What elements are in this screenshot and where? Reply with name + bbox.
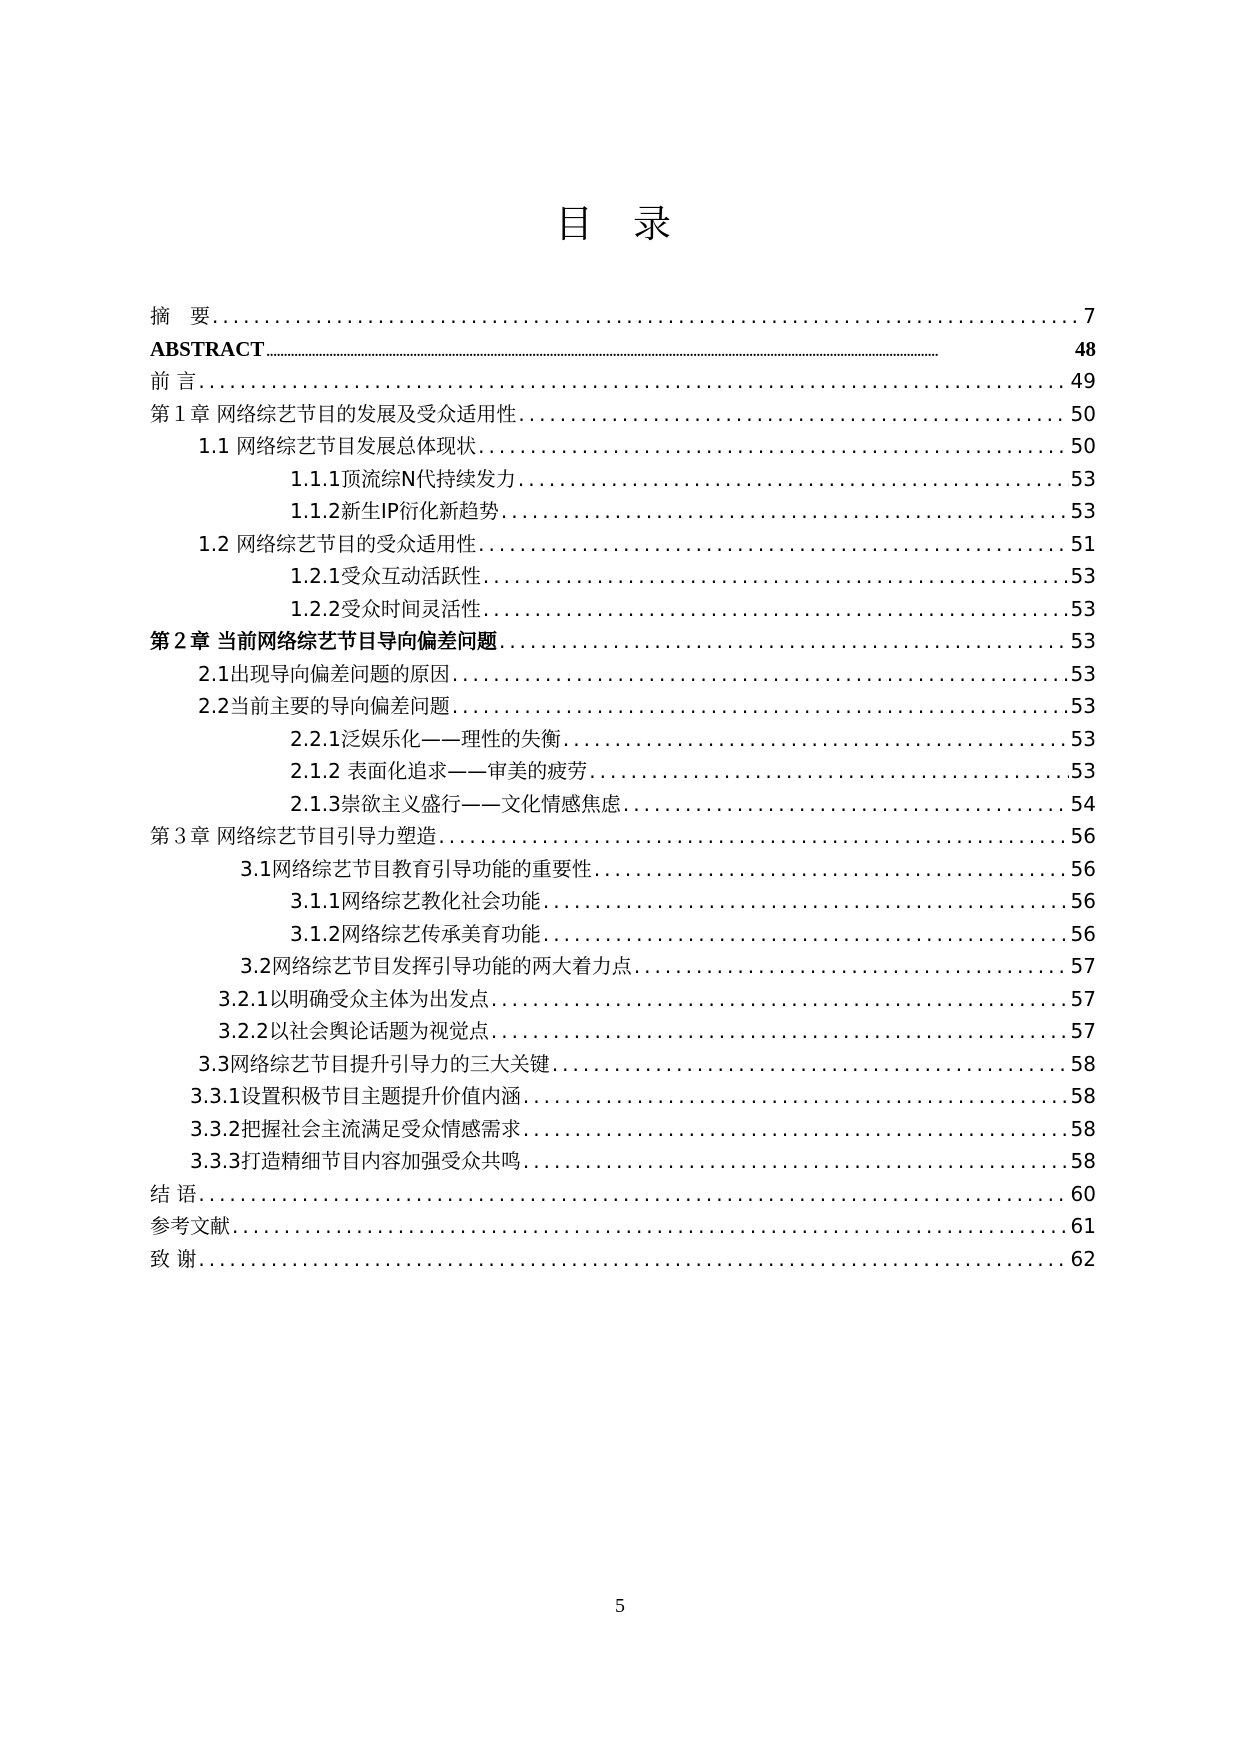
- toc-entry-page: 58: [1070, 1084, 1096, 1108]
- dot-leader: [478, 430, 1068, 463]
- toc-entry-page: 50: [1070, 434, 1096, 458]
- dot-leader: [552, 1048, 1069, 1081]
- toc-entry[interactable]: [150, 333, 1096, 366]
- toc-entry[interactable]: [150, 463, 1096, 496]
- toc-entry-label: 3.3.1设置积极节目主题提升价值内涵: [190, 1084, 521, 1108]
- toc-entry-label: 结 语: [150, 1181, 197, 1206]
- dot-leader: [543, 918, 1069, 951]
- toc-entry-label: 2.2.1泛娱乐化——理性的失衡: [290, 726, 561, 751]
- dot-leader: [634, 950, 1069, 983]
- toc-entry[interactable]: [150, 983, 1096, 1016]
- toc-entry-page: 58: [1070, 1116, 1096, 1141]
- toc-entry-label: 1.1.1顶流综N代持续发力: [290, 466, 516, 491]
- toc-entry[interactable]: [150, 658, 1096, 691]
- table-of-contents: [150, 300, 1096, 1275]
- dot-leader: [518, 463, 1069, 496]
- toc-entry-page: 53: [1070, 694, 1096, 718]
- toc-entry[interactable]: [150, 950, 1096, 983]
- dot-leader: [589, 755, 1068, 788]
- dot-leader: [452, 690, 1069, 723]
- toc-entry-page: 62: [1070, 1246, 1096, 1271]
- toc-entry-label: 第２章 当前网络综艺节目导向偏差问题: [150, 629, 497, 653]
- toc-entry-label: 3.2.2以社会舆论话题为视觉点: [218, 1019, 489, 1043]
- toc-entry-label: 3.1.2网络综艺传承美育功能: [290, 921, 541, 946]
- toc-entry[interactable]: [150, 1048, 1096, 1081]
- toc-entry-page: 53: [1070, 629, 1096, 653]
- toc-entry[interactable]: [150, 365, 1096, 398]
- toc-entry[interactable]: [150, 788, 1096, 821]
- toc-entry[interactable]: [150, 723, 1096, 756]
- page-title: 目 录: [554, 202, 686, 246]
- dot-leader: [623, 788, 1069, 821]
- toc-entry[interactable]: [150, 885, 1096, 918]
- toc-entry-label: 第３章 网络综艺节目引导力塑造: [150, 824, 437, 848]
- toc-entry-page: 57: [1070, 1019, 1096, 1043]
- dot-leader: [499, 625, 1069, 658]
- dot-leader: [198, 365, 1068, 398]
- toc-entry[interactable]: [150, 593, 1096, 626]
- toc-entry-label: 参考文献: [150, 1214, 230, 1238]
- toc-entry-page: 56: [1070, 921, 1096, 946]
- toc-entry[interactable]: [150, 560, 1096, 593]
- toc-entry[interactable]: [150, 755, 1096, 788]
- dot-leader: [491, 1015, 1069, 1048]
- dot-leader: [491, 983, 1069, 1016]
- toc-entry-label: 1.1 网络综艺节目发展总体现状: [198, 434, 477, 458]
- toc-entry[interactable]: [150, 853, 1096, 886]
- toc-entry-page: 57: [1070, 986, 1096, 1011]
- dot-leader: [501, 495, 1069, 528]
- toc-entry-label: 3.1.1网络综艺教化社会功能: [290, 889, 541, 913]
- toc-entry-label: ABSTRACT: [150, 336, 265, 361]
- dot-leader: [594, 853, 1069, 886]
- toc-entry-page: 58: [1070, 1051, 1096, 1076]
- toc-entry-label: 3.3.3打造精细节目内容加强受众共鸣: [190, 1149, 521, 1173]
- page-number: 5: [615, 1595, 625, 1617]
- toc-entry[interactable]: [150, 1243, 1096, 1276]
- toc-entry-label: 3.1网络综艺节目教育引导功能的重要性: [240, 856, 592, 881]
- toc-entry[interactable]: [150, 625, 1096, 658]
- toc-entry-label: 致 谢: [150, 1246, 197, 1271]
- toc-entry-page: 53: [1070, 726, 1096, 751]
- toc-entry[interactable]: [150, 1210, 1096, 1243]
- toc-entry-page: 53: [1070, 466, 1096, 491]
- toc-entry-label: 摘 要: [150, 304, 210, 328]
- toc-entry-label: 前 言: [150, 369, 197, 393]
- dot-leader: [523, 1080, 1069, 1113]
- dot-leader: [483, 593, 1069, 626]
- toc-entry-label: 2.1.3崇欲主义盛行——文化情感焦虑: [290, 791, 621, 816]
- dot-leader: [563, 723, 1069, 756]
- toc-entry-page: 53: [1070, 564, 1096, 588]
- toc-entry-page: 56: [1070, 889, 1096, 913]
- dot-leader: [198, 1178, 1068, 1211]
- toc-entry[interactable]: [150, 1178, 1096, 1211]
- toc-entry[interactable]: [150, 1015, 1096, 1048]
- toc-entry-page: 60: [1070, 1181, 1096, 1206]
- dot-leader: [212, 300, 1081, 333]
- toc-entry[interactable]: [150, 430, 1096, 463]
- toc-entry[interactable]: [150, 398, 1096, 431]
- toc-entry-label: 1.2.2受众时间灵活性: [290, 596, 481, 621]
- toc-entry[interactable]: [150, 1080, 1096, 1113]
- dot-leader: [518, 398, 1068, 431]
- toc-entry-page: 53: [1070, 596, 1096, 621]
- dot-leader: [523, 1145, 1069, 1178]
- toc-entry-page: 53: [1070, 499, 1096, 523]
- toc-entry[interactable]: [150, 820, 1096, 853]
- toc-entry[interactable]: [150, 495, 1096, 528]
- dot-leader: [483, 560, 1069, 593]
- toc-entry-page: 50: [1070, 401, 1096, 426]
- toc-entry-page: 53: [1070, 759, 1096, 783]
- toc-entry-label: 2.1出现导向偏差问题的原因: [198, 661, 450, 686]
- toc-entry-label: 3.3网络综艺节目提升引导力的三大关键: [198, 1051, 550, 1076]
- toc-entry-label: 2.2当前主要的导向偏差问题: [198, 694, 450, 718]
- toc-entry-label: 第１章 网络综艺节目的发展及受众适用性: [150, 401, 517, 426]
- toc-entry-label: 1.1.2新生IP衍化新趋势: [290, 499, 499, 523]
- toc-entry-page: 61: [1070, 1214, 1096, 1238]
- toc-entry[interactable]: [150, 300, 1096, 333]
- toc-entry-label: 3.2.1以明确受众主体为出发点: [218, 986, 489, 1011]
- toc-entry-page: 58: [1070, 1149, 1096, 1173]
- toc-entry-label: 1.2.1受众互动活跃性: [290, 564, 481, 588]
- dot-leader: [438, 820, 1068, 853]
- dot-leader: [523, 1113, 1069, 1146]
- toc-entry-page: 56: [1070, 824, 1096, 848]
- dot-leader: [452, 658, 1069, 691]
- toc-entry-label: 3.2网络综艺节目发挥引导功能的两大着力点: [240, 954, 632, 978]
- toc-entry[interactable]: [150, 1113, 1096, 1146]
- toc-entry-page: 51: [1070, 531, 1096, 556]
- toc-entry-page: 7: [1083, 304, 1096, 328]
- toc-entry-label: 1.2 网络综艺节目的受众适用性: [198, 531, 477, 556]
- toc-entry-page: 53: [1070, 661, 1096, 686]
- toc-entry[interactable]: [150, 690, 1096, 723]
- toc-entry-label: 2.1.2 表面化追求——审美的疲劳: [290, 759, 588, 783]
- dot-leader: [478, 528, 1068, 561]
- toc-entry-page: 49: [1070, 369, 1096, 393]
- toc-entry[interactable]: [150, 1145, 1096, 1178]
- toc-entry-page: 54: [1070, 791, 1096, 816]
- dot-leader: [543, 885, 1069, 918]
- dot-leader: [198, 1243, 1068, 1276]
- toc-entry-label: 3.3.2把握社会主流满足受众情感需求: [190, 1116, 521, 1141]
- toc-entry[interactable]: [150, 918, 1096, 951]
- toc-entry-page: 57: [1070, 954, 1096, 978]
- dot-leader: [232, 1210, 1069, 1243]
- toc-entry[interactable]: [150, 528, 1096, 561]
- toc-entry-page: 48: [1075, 336, 1096, 361]
- toc-entry-page: 56: [1070, 856, 1096, 881]
